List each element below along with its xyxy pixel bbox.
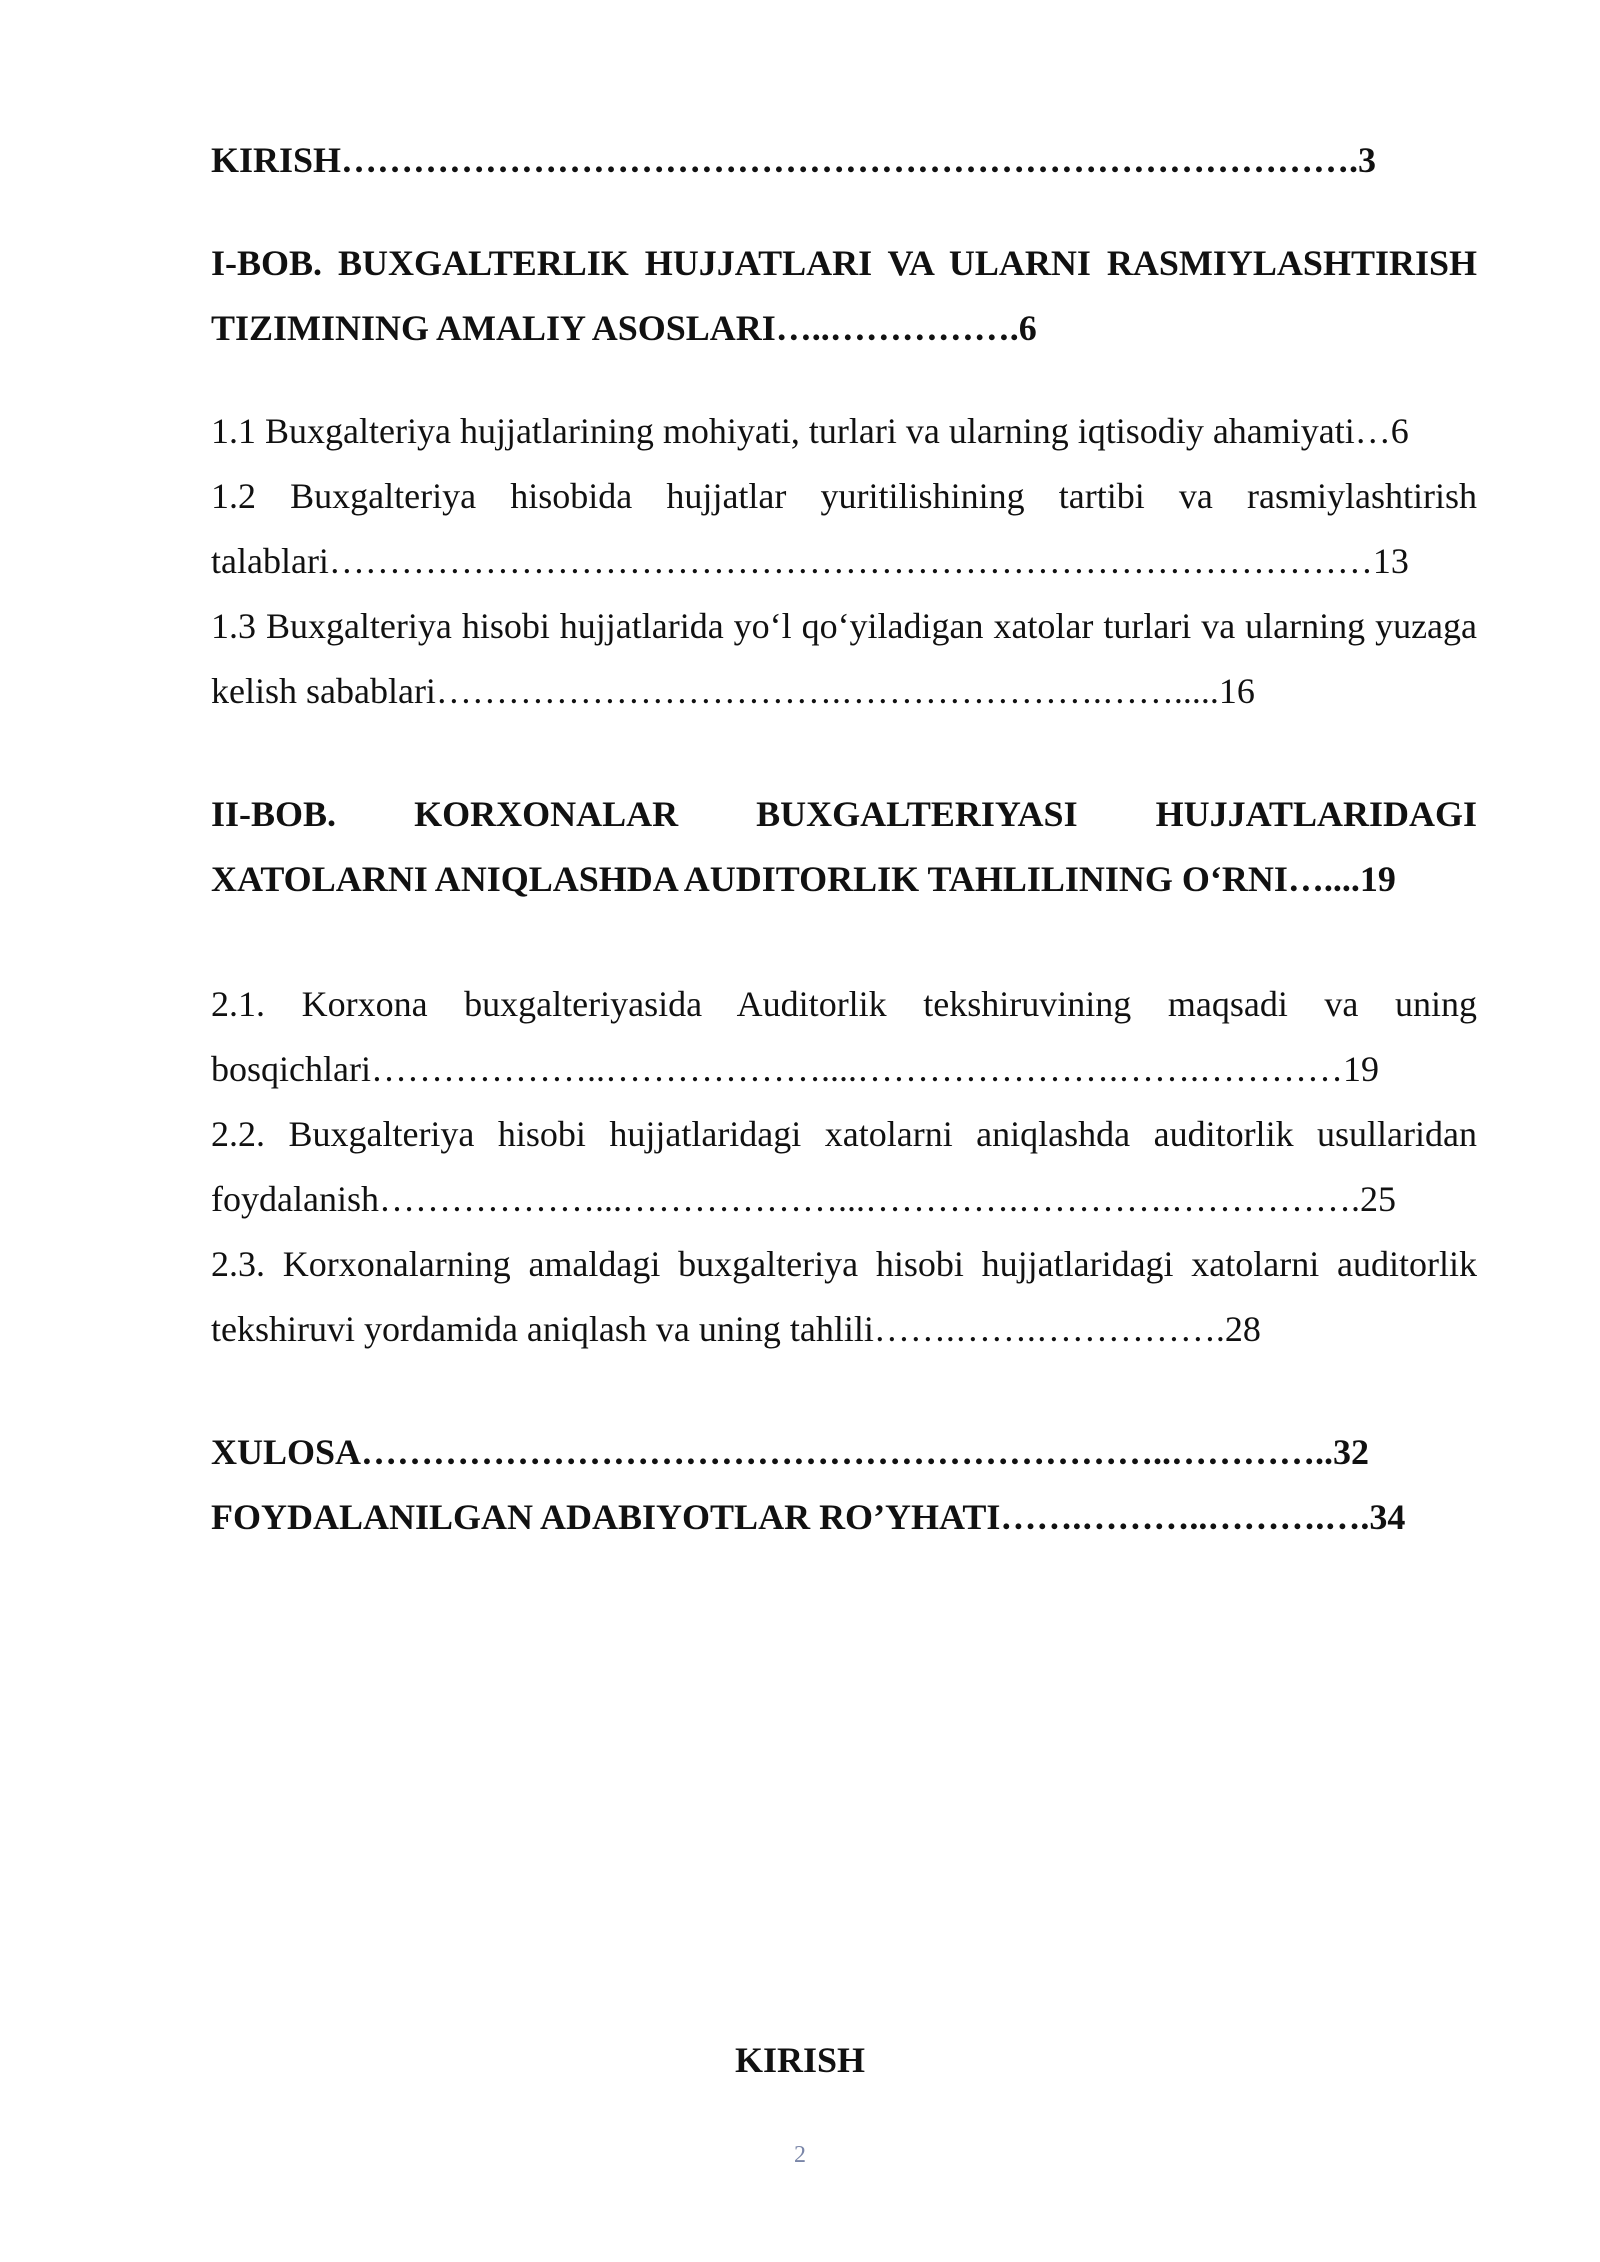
toc-entry-kirish[interactable]: KIRISH………………………………………………………………………….3: [211, 140, 1377, 180]
toc-chapter-2-title[interactable]: II-BOB. KORXONALAR BUXGALTERIYASI HUJJATLARIDAGI XATOLARNI ANIQLASHDA AUDITORLIK TAHLILINING O‘RNI…....19: [211, 794, 1477, 899]
toc-item-1-3[interactable]: 1.3 Buxgalteriya hisobi hujjatlarida yo‘l qo‘yiladigan xatolar turlari va ularning yuzaga kelish sabablari…………………………….………………….…….....16: [211, 606, 1477, 711]
toc-entry-xulosa[interactable]: XULOSA…………………………………………………………..…………..32: [211, 1432, 1370, 1472]
toc-item-2-1[interactable]: 2.1. Korxona buxgalteriyasida Auditorlik tekshiruvining maqsadi va uning bosqichlari………………..………………....………………….…….…………19: [211, 984, 1477, 1089]
toc-item-2-2[interactable]: 2.2. Buxgalteriya hisobi hujjatlaridagi xatolarni aniqlashda auditorlik usullaridan foydalanish………………...………………...………….………….…………….25: [211, 1114, 1477, 1219]
spacer: [211, 724, 1477, 782]
toc-chapter-1-title[interactable]: I-BOB. BUXGALTERLIK HUJJATLARI VA ULARNI RASMIYLASHTIRISH TIZIMINING AMALIY ASOSLARI…..…………….6: [211, 243, 1477, 348]
spacer: [211, 193, 1477, 231]
section-heading-kirish: KIRISH: [734, 2040, 866, 2080]
spacer: [211, 361, 1477, 399]
page-number: 2: [794, 2142, 806, 2168]
spacer: [211, 912, 1477, 972]
toc-item-1-2[interactable]: 1.2 Buxgalteriya hisobida hujjatlar yuritilishining tartibi va rasmiylashtirish talablari……………………………………………………………………………13: [211, 476, 1477, 581]
spacer: [211, 1362, 1477, 1420]
toc-entry-references[interactable]: FOYDALANILGAN ADABIYOTLAR RO’YHATI…….………..……….….34: [211, 1497, 1406, 1537]
toc-item-1-1[interactable]: 1.1 Buxgalteriya hujjatlarining mohiyati, turlari va ularning iqtisodiy ahamiyati…6: [211, 411, 1409, 451]
toc-item-2-3[interactable]: 2.3. Korxonalarning amaldagi buxgalteriya hisobi hujjatlaridagi xatolarni auditorlik tekshiruvi yordamida aniqlash va uning tahlili…….…….…………….28: [211, 1244, 1477, 1349]
table-of-contents: [211, 128, 1477, 1550]
